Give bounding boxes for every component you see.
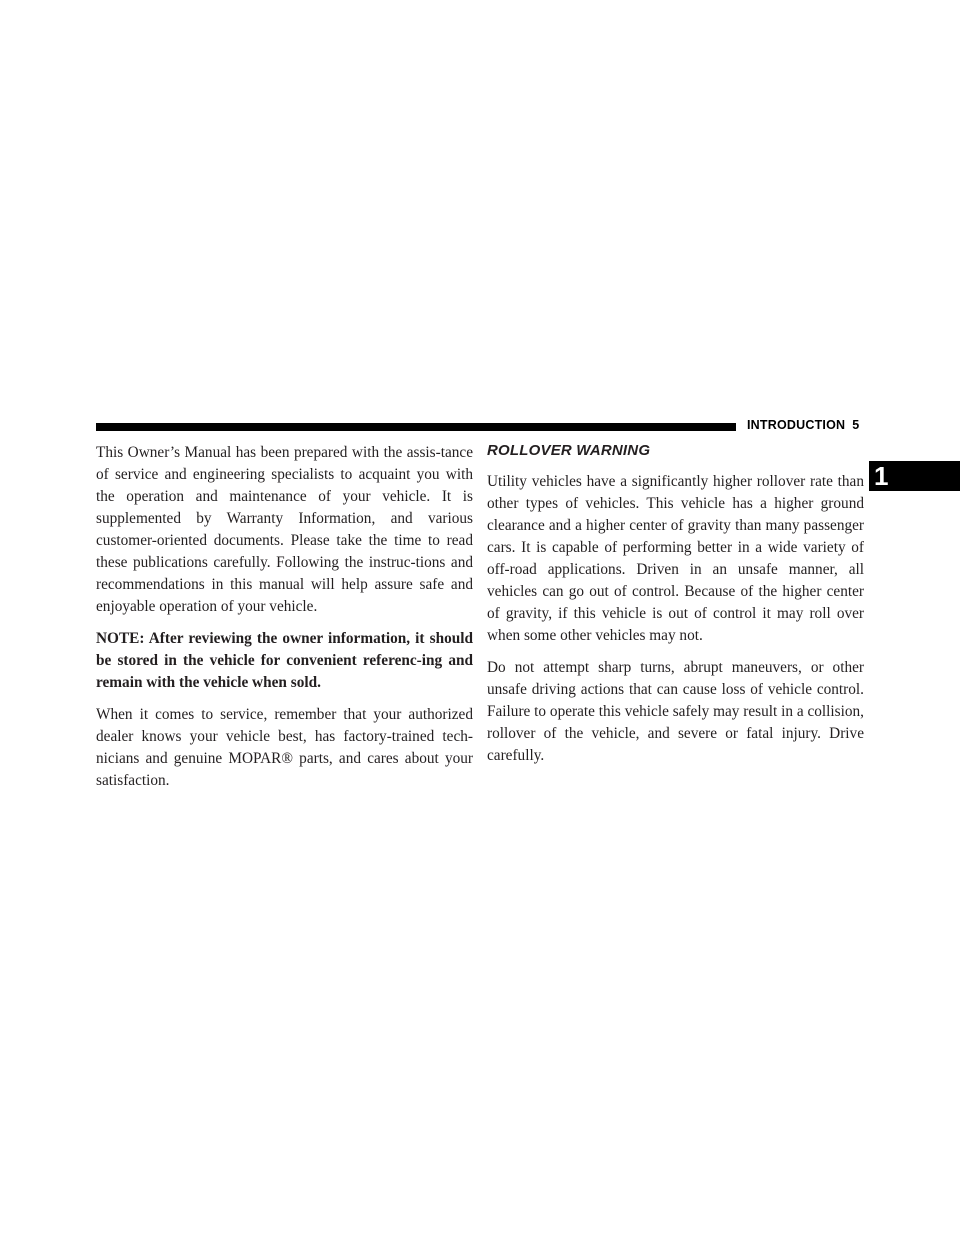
page-number: 5 — [852, 418, 860, 432]
header-rule — [96, 423, 736, 431]
chapter-number: 1 — [874, 461, 889, 491]
left-column — [96, 442, 473, 802]
note-paragraph: NOTE: After reviewing the owner information, it should be stored in the vehicle for convenient referenc-ing and remain with the vehicle when sold. — [96, 630, 473, 691]
driving-paragraph: Do not attempt sharp turns, abrupt maneuvers, or other unsafe driving actions that can cause loss of vehicle control. Failure to operate this vehicle safely may result in a collision, rollover of the vehicle, and severe or fatal injury. Drive carefully. — [487, 659, 864, 764]
section-heading: ROLLOVER WARNING — [487, 442, 651, 459]
intro-paragraph: This Owner’s Manual has been prepared with the assis-tance of service and engineering specialists to acquaint you with the operation and maintenance of your vehicle. It is supplemented by Warranty Information, and various customer-oriented documents. Please take the time to read these publications carefully. Following the instruc-tions and recommendations in this manual will help assure safe and enjoyable operation of your vehicle. — [96, 444, 473, 615]
chapter-tab — [869, 461, 960, 491]
right-column — [487, 442, 864, 777]
running-header — [747, 418, 859, 438]
service-paragraph: When it comes to service, remember that your authorized dealer knows your vehicle best, has factory-trained tech-nicians and genuine MOPAR® parts, and cares about your satisfaction. — [96, 706, 473, 789]
section-name: INTRODUCTION — [747, 418, 846, 432]
rollover-paragraph: Utility vehicles have a significantly higher rollover rate than other types of vehicles. This vehicle has a higher ground clearance and a higher center of gravity than many passenger cars. It is capable of performing better in a wide variety of off-road applications. Driven in an unsafe manner, all vehicles can go out of control. Because of the higher center of gravity, if this vehicle is out of control it may roll over when some other vehicles may not. — [487, 473, 864, 644]
